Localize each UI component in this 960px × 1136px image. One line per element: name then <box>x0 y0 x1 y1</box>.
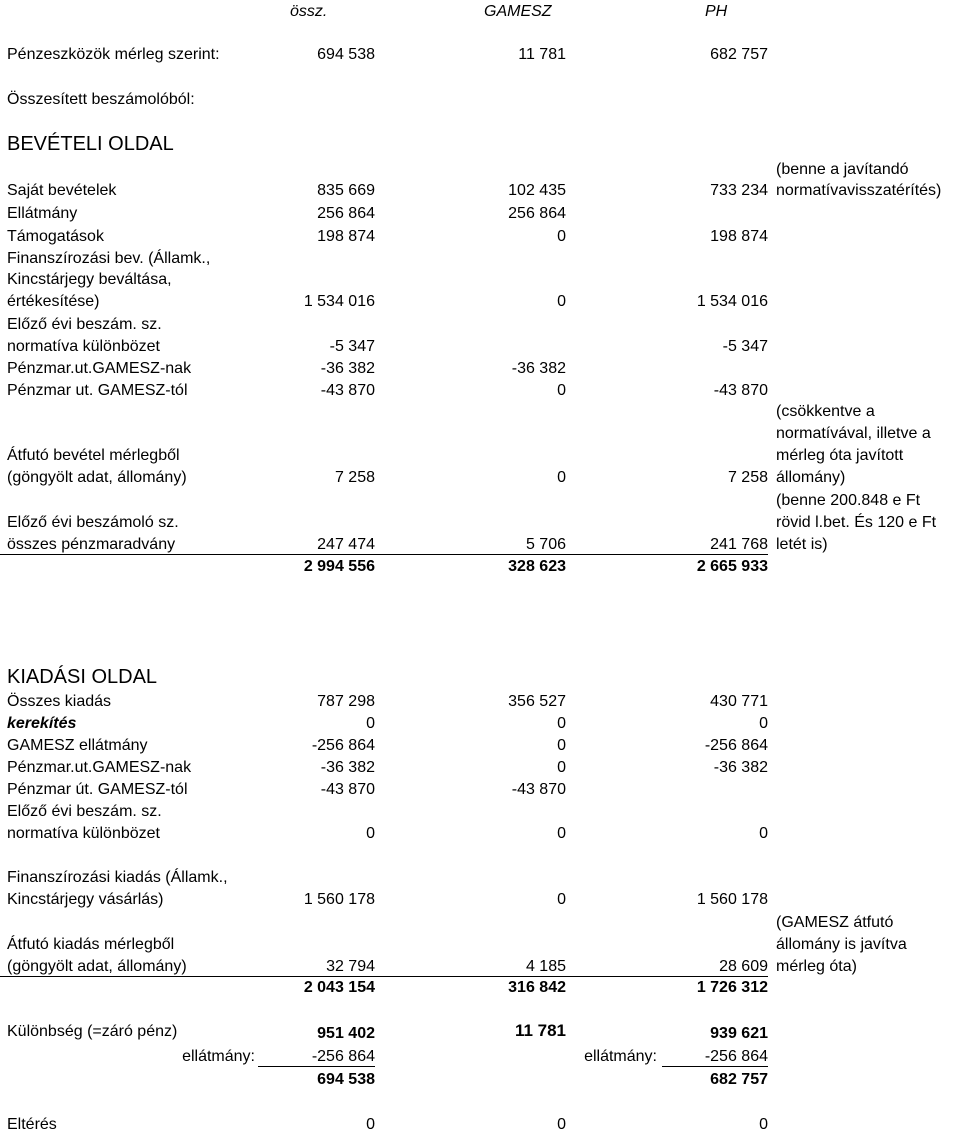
row-v1: 835 669 <box>317 182 375 199</box>
row-label-line: értékesítése) <box>7 293 100 310</box>
row-label-line: (göngyölt adat, állomány) <box>7 958 187 975</box>
ellatmany-label-1: ellátmány: <box>182 1048 255 1065</box>
penzeszkozok-v3: 682 757 <box>710 46 768 63</box>
beveteli-total-v1: 2 994 556 <box>303 558 375 575</box>
row-label-line: Kincstárjegy beváltása, <box>7 271 172 288</box>
row-v3: 430 771 <box>710 693 768 710</box>
penzeszkozok-label: Pénzeszközök mérleg szerint: <box>7 46 220 63</box>
row-v1: 787 298 <box>317 693 375 710</box>
kiadasi-note-line1: (GAMESZ átfutó <box>776 914 894 931</box>
row-v1: 0 <box>366 825 375 842</box>
row-v2: 256 864 <box>508 205 566 222</box>
kiadasi-total-v1: 2 043 154 <box>303 979 375 996</box>
row-label: Pénzmar ut. GAMESZ-tól <box>7 382 188 399</box>
header-col-gamesz: GAMESZ <box>484 3 552 20</box>
row-v1: 32 794 <box>326 958 375 975</box>
row-label: Saját bevételek <box>7 182 117 199</box>
row-v2: 356 527 <box>508 693 566 710</box>
row-label-line: Előző évi beszám. sz. <box>7 316 162 333</box>
row-label-kerekites: kerekítés <box>7 715 77 732</box>
beveteli-note2-line4: állomány) <box>776 469 846 486</box>
ellatmany-v1: -256 864 <box>258 1047 375 1067</box>
kiadasi-total-v3: 1 726 312 <box>696 979 768 996</box>
row-v2: 0 <box>557 891 566 908</box>
header-col-ossz: össz. <box>290 3 328 20</box>
row-v2: 0 <box>557 825 566 842</box>
row-v2: -36 382 <box>511 360 566 377</box>
row-v2: 0 <box>557 715 566 732</box>
beveteli-note3-line1: (benne 200.848 e Ft <box>776 492 921 509</box>
kiadasi-title: KIADÁSI OLDAL <box>7 666 158 688</box>
row-label-line: összes pénzmaradvány <box>7 536 176 553</box>
beveteli-note2-line2: normatívával, illetve a <box>776 425 931 442</box>
final-v1: 694 538 <box>317 1071 375 1088</box>
beveteli-note3-line3: letét is) <box>776 536 828 553</box>
row-v3: 1 534 016 <box>696 293 768 310</box>
row-v1: 7 258 <box>334 469 375 486</box>
row-label: Ellátmány <box>7 205 78 222</box>
osszesitett-label: Összesített beszámolóból: <box>7 91 195 108</box>
header-col-ph: PH <box>705 3 728 20</box>
kulonbseg-v2: 11 781 <box>514 1021 566 1040</box>
row-label: Pénzmar.ut.GAMESZ-nak <box>7 759 192 776</box>
row-v2: 0 <box>557 293 566 310</box>
row-v1: -36 382 <box>320 759 375 776</box>
beveteli-underline <box>0 554 768 555</box>
row-v2: 0 <box>557 759 566 776</box>
row-label-line: Finanszírozási bev. (Államk., <box>7 250 211 267</box>
beveteli-title: BEVÉTELI OLDAL <box>7 133 174 155</box>
row-v1: 198 874 <box>317 228 375 245</box>
row-v3: 28 609 <box>719 958 768 975</box>
row-v3: 733 234 <box>710 182 768 199</box>
final-v3: 682 757 <box>710 1071 768 1088</box>
kulonbseg-v1: 951 402 <box>317 1025 375 1042</box>
penzeszkozok-v1: 694 538 <box>317 46 375 63</box>
row-v2: 102 435 <box>508 182 566 199</box>
row-label-line: Kincstárjegy vásárlás) <box>7 891 164 908</box>
row-v1: 256 864 <box>317 205 375 222</box>
row-v3: 241 768 <box>710 536 768 553</box>
beveteli-total-v3: 2 665 933 <box>696 558 768 575</box>
beveteli-note1-line1: (benne a javítandó <box>776 161 909 178</box>
row-v1: 1 560 178 <box>303 891 375 908</box>
kiadasi-note-line3: mérleg óta) <box>776 958 857 975</box>
row-v3: -36 382 <box>713 759 768 776</box>
row-v3: -43 870 <box>713 382 768 399</box>
row-v2: 5 706 <box>525 536 566 553</box>
row-label-line: Finanszírozási kiadás (Államk., <box>7 869 228 886</box>
row-v1: -5 347 <box>329 338 375 355</box>
row-label-line: normatíva különbözet <box>7 825 160 842</box>
row-v2: 0 <box>557 469 566 486</box>
row-v3: -256 864 <box>704 737 768 754</box>
row-v3: 0 <box>759 715 768 732</box>
elteres-v3: 0 <box>759 1116 768 1133</box>
elteres-v1: 0 <box>366 1116 375 1133</box>
kulonbseg-v3: 939 621 <box>710 1025 768 1042</box>
row-v3: 1 560 178 <box>696 891 768 908</box>
row-v1: -43 870 <box>320 781 375 798</box>
kiadasi-total-v2: 316 842 <box>508 979 566 996</box>
row-label-line: (göngyölt adat, állomány) <box>7 469 187 486</box>
row-v2: 0 <box>557 382 566 399</box>
row-label: Pénzmar út. GAMESZ-tól <box>7 781 188 798</box>
row-label-line: Átfutó bevétel mérlegből <box>7 447 180 464</box>
beveteli-note2-line1: (csökkentve a <box>776 403 875 420</box>
row-label-line: Előző évi beszámoló sz. <box>7 514 179 531</box>
elteres-label: Eltérés <box>7 1116 57 1133</box>
row-v1: 0 <box>366 715 375 732</box>
beveteli-total-v2: 328 623 <box>508 558 566 575</box>
row-label-line: Előző évi beszám. sz. <box>7 803 162 820</box>
row-v1: -36 382 <box>320 360 375 377</box>
row-label: Támogatások <box>7 228 104 245</box>
row-v1: 247 474 <box>317 536 375 553</box>
beveteli-note3-line2: rövid l.bet. És 120 e Ft <box>776 514 937 531</box>
row-label: Pénzmar.ut.GAMESZ-nak <box>7 360 192 377</box>
beveteli-note2-line3: mérleg óta javított <box>776 447 904 464</box>
row-v3: 198 874 <box>710 228 768 245</box>
kiadasi-note-line2: állomány is javítva <box>776 936 907 953</box>
kulonbseg-label: Különbség (=záró pénz) <box>7 1023 178 1040</box>
row-label-line: Átfutó kiadás mérlegből <box>7 936 175 953</box>
row-v2: -43 870 <box>511 781 566 798</box>
row-label: GAMESZ ellátmány <box>7 737 148 754</box>
row-v1: -43 870 <box>320 382 375 399</box>
row-v2: 0 <box>557 228 566 245</box>
row-v1: -256 864 <box>311 737 375 754</box>
row-v3: -5 347 <box>722 338 768 355</box>
beveteli-note1-line2: normatívavisszatérítés) <box>776 182 942 199</box>
row-v2: 0 <box>557 737 566 754</box>
elteres-v2: 0 <box>557 1116 566 1133</box>
ellatmany-label-3: ellátmány: <box>584 1048 657 1065</box>
kiadasi-underline <box>0 976 768 977</box>
row-v3: 0 <box>759 825 768 842</box>
row-label: Összes kiadás <box>7 693 112 710</box>
ellatmany-v3: -256 864 <box>662 1047 768 1067</box>
row-v3: 7 258 <box>727 469 768 486</box>
row-v1: 1 534 016 <box>303 293 375 310</box>
row-label-line: normatíva különbözet <box>7 338 160 355</box>
row-v2: 4 185 <box>525 958 566 975</box>
penzeszkozok-v2: 11 781 <box>518 46 566 63</box>
